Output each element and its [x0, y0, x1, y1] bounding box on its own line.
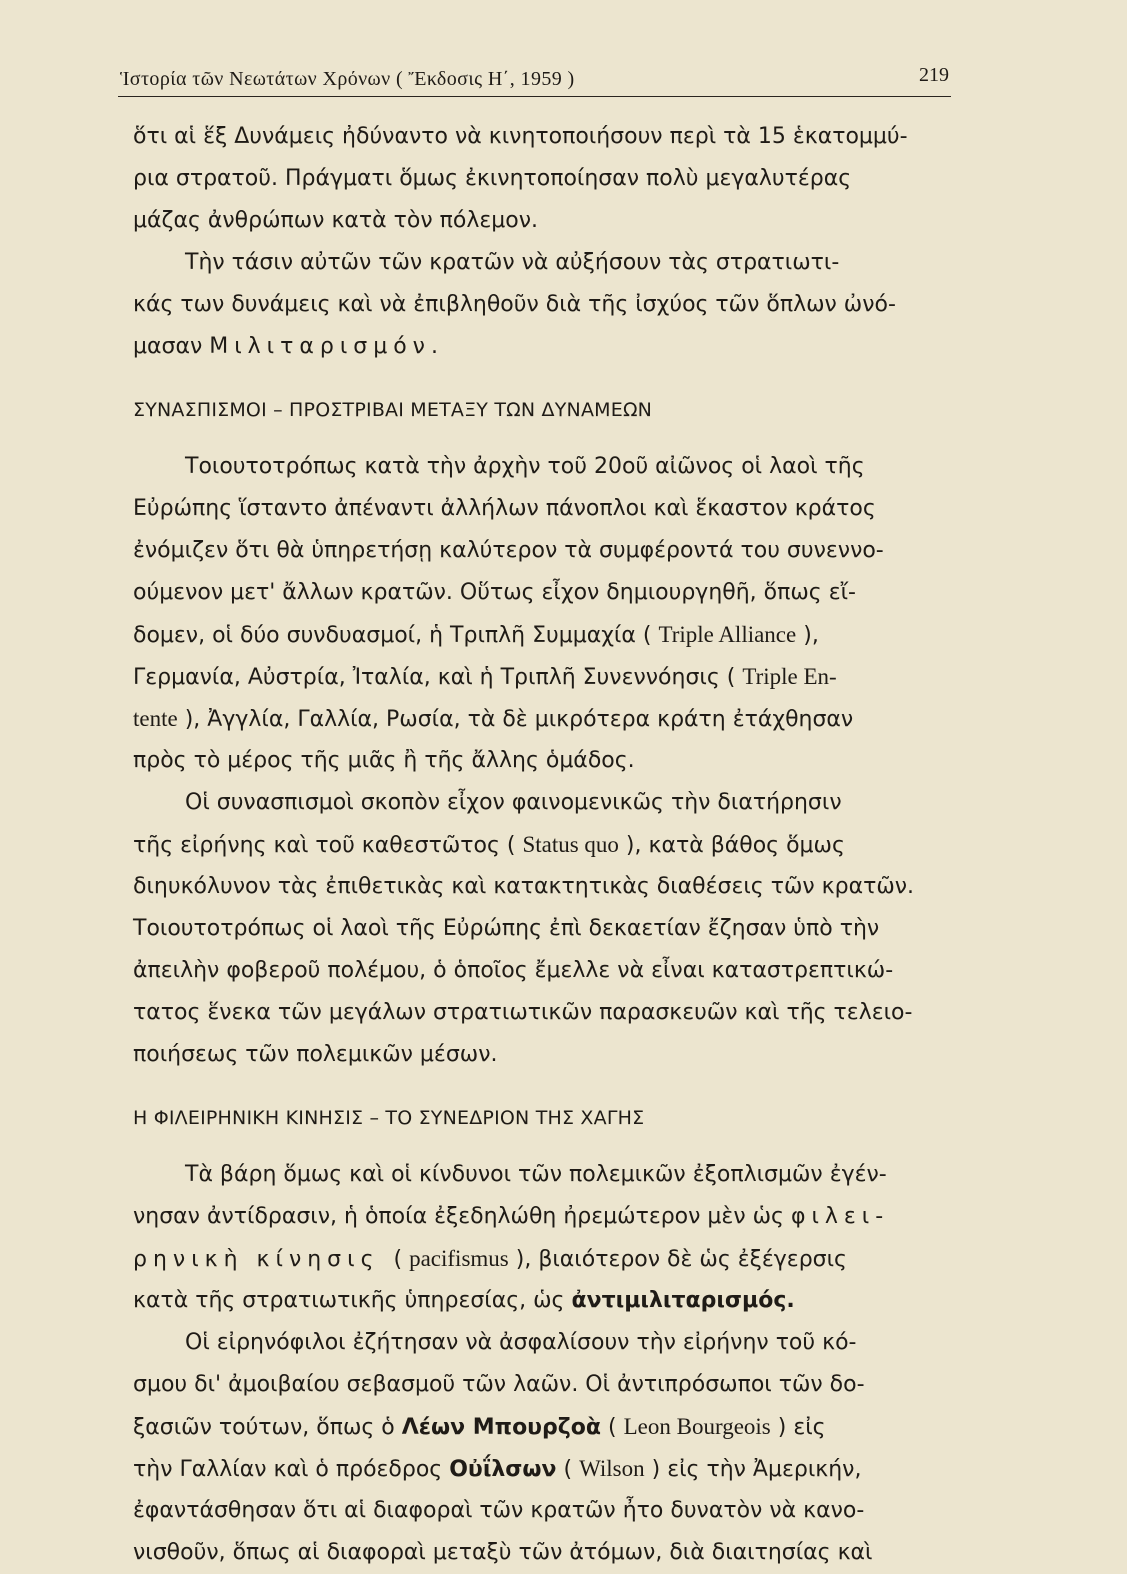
text-line: μάζας ἀνθρώπων κατὰ τὸν πόλεμον.: [133, 208, 539, 233]
emphasized-term: ρηνικὴ κίνησις: [133, 1247, 380, 1272]
text-line: σμου δι' ἀμοιβαίου σεβασμοῦ τῶν λαῶν. Οἱ ἀντιπρόσωποι τῶν δο-: [133, 1372, 865, 1397]
text-line: τὴν Γαλλίαν καὶ ὁ πρόεδρος Οὐΐλσων ( Wilson ) εἰς τὴν Ἀμερικήν,: [133, 1456, 862, 1482]
bold-name: Οὐΐλσων: [449, 1457, 557, 1482]
text-line: ρια στρατοῦ. Πράγματι ὅμως ἐκινητοποίησαν πολὺ μεγαλυτέρας: [133, 166, 852, 191]
text-line: Εὐρώπης ἵσταντο ἀπέναντι ἀλλήλων πάνοπλοι καὶ ἕκαστον κράτος: [133, 496, 876, 521]
text-line: Τὰ βάρη ὅμως καὶ οἱ κίνδυνοι τῶν πολεμικῶν ἐξοπλισμῶν ἐγέν-: [185, 1162, 887, 1187]
text-line: ὅτι αἱ ἕξ Δυνάμεις ἠδύναντο νὰ κινητοποιήσουν περὶ τὰ 15 ἑκατομμύ-: [133, 124, 908, 149]
text-line: δομεν, οἱ δύο συνδυασμοί, ἡ Τριπλῆ Συμμαχία ( Triple Alliance ),: [133, 622, 819, 648]
text-line: ἐφαντάσθησαν ὅτι αἱ διαφοραὶ τῶν κρατῶν ἦτο δυνατὸν νὰ κανο-: [133, 1498, 865, 1523]
body-text: [133, 116, 963, 1574]
emphasized-term: Μιλιταρισμόν.: [209, 334, 444, 359]
section-heading: Η ΦΙΛΕΙΡΗΝΙΚΗ ΚΙΝΗΣΙΣ – ΤΟ ΣΥΝΕΔΡΙΟΝ ΤΗΣ ΧΑΓΗΣ: [133, 1107, 645, 1129]
text-line: ξασιῶν τούτων, ὅπως ὁ Λέων Μπουρζοὰ ( Leon Bourgeois ) εἰς: [133, 1414, 826, 1440]
text-line: διηυκόλυνον τὰς ἐπιθετικὰς καὶ κατακτητικὰς διαθέσεις τῶν κρατῶν.: [133, 874, 915, 899]
text-line: tente ), Ἀγγλία, Γαλλία, Ρωσία, τὰ δὲ μικρότερα κράτη ἐτάχθησαν: [133, 706, 854, 732]
text-line: νισθοῦν, ὅπως αἱ διαφοραὶ μεταξὺ τῶν ἀτόμων, διὰ διαιτησίας καὶ: [133, 1540, 873, 1565]
text-line: νησαν ἀντίδρασιν, ἡ ὁποία ἐξεδηλώθη ἠρεμώτερον μὲν ὡς φιλει-: [133, 1204, 890, 1229]
section-heading: ΣΥΝΑΣΠΙΣΜΟΙ – ΠΡΟΣΤΡΙΒΑΙ ΜΕΤΑΞΥ ΤΩΝ ΔΥΝΑΜΕΩΝ: [133, 399, 653, 421]
text-line: Οἱ εἰρηνόφιλοι ἐζήτησαν νὰ ἀσφαλίσουν τὴν εἰρήνην τοῦ κό-: [185, 1330, 857, 1355]
text-line: κάς των δυνάμεις καὶ νὰ ἐπιβληθοῦν διὰ τῆς ἰσχύος τῶν ὅπλων ὠνό-: [133, 292, 896, 317]
text-line: ποιήσεως τῶν πολεμικῶν μέσων.: [133, 1042, 498, 1067]
text-line: ούμενον μετ' ἄλλων κρατῶν. Οὕτως εἶχον δημιουργηθῆ, ὅπως εἴ-: [133, 580, 856, 605]
text-line: τῆς εἰρήνης καὶ τοῦ καθεστῶτος ( Status quo ), κατὰ βάθος ὅμως: [133, 832, 845, 858]
page-number: 219: [919, 64, 949, 86]
text-line: μασαν Μιλιταρισμόν.: [133, 326, 963, 368]
text-line: Γερμανία, Αὐστρία, Ἰταλία, καὶ ἡ Τριπλῆ Συνεννόησις ( Triple En-: [133, 664, 837, 690]
text-line: κατὰ τῆς στρατιωτικῆς ὑπηρεσίας, ὡς ἀντιμιλιταρισμός.: [133, 1288, 795, 1313]
text-line: Τοιουτοτρόπως οἱ λαοὶ τῆς Εὐρώπης ἐπὶ δεκαετίαν ἔζησαν ὑπὸ τὴν: [133, 916, 880, 941]
text-line: πρὸς τὸ μέρος τῆς μιᾶς ἢ τῆς ἄλλης ὁμάδος.: [133, 748, 635, 773]
running-header: [118, 60, 951, 97]
emphasized-term: φιλει-: [790, 1204, 890, 1229]
text-line: τατος ἕνεκα τῶν μεγάλων στρατιωτικῶν παρασκευῶν καὶ τῆς τελειο-: [133, 1000, 913, 1025]
bold-term: ἀντιμιλιταρισμός.: [571, 1288, 795, 1313]
text-line: ἀπειλὴν φοβεροῦ πολέμου, ὁ ὁποῖος ἔμελλε νὰ εἶναι καταστρεπτικώ-: [133, 958, 894, 983]
text-line: ρηνικὴ κίνησις ( pacifismus ), βιαιότερον δὲ ὡς ἐξέγερσις: [133, 1246, 847, 1272]
bold-name: Λέων Μπουρζοὰ: [401, 1415, 602, 1440]
text-line: Τὴν τάσιν αὐτῶν τῶν κρατῶν νὰ αὐξήσουν τὰς στρατιωτι-: [185, 250, 840, 275]
running-title: Ἱστορία τῶν Νεωτάτων Χρόνων ( Ἔκδοσις Η΄, 1959 ): [120, 68, 575, 90]
text-line: Οἱ συνασπισμοὶ σκοπὸν εἶχον φαινομενικῶς τὴν διατήρησιν: [185, 790, 842, 815]
text-line: Τοιουτοτρόπως κατὰ τὴν ἀρχὴν τοῦ 20οῦ αἰῶνος οἱ λαοὶ τῆς: [185, 454, 865, 479]
text-line: ἐνόμιζεν ὅτι θὰ ὑπηρετήσῃ καλύτερον τὰ συμφέροντά του συνεννο-: [133, 538, 884, 563]
